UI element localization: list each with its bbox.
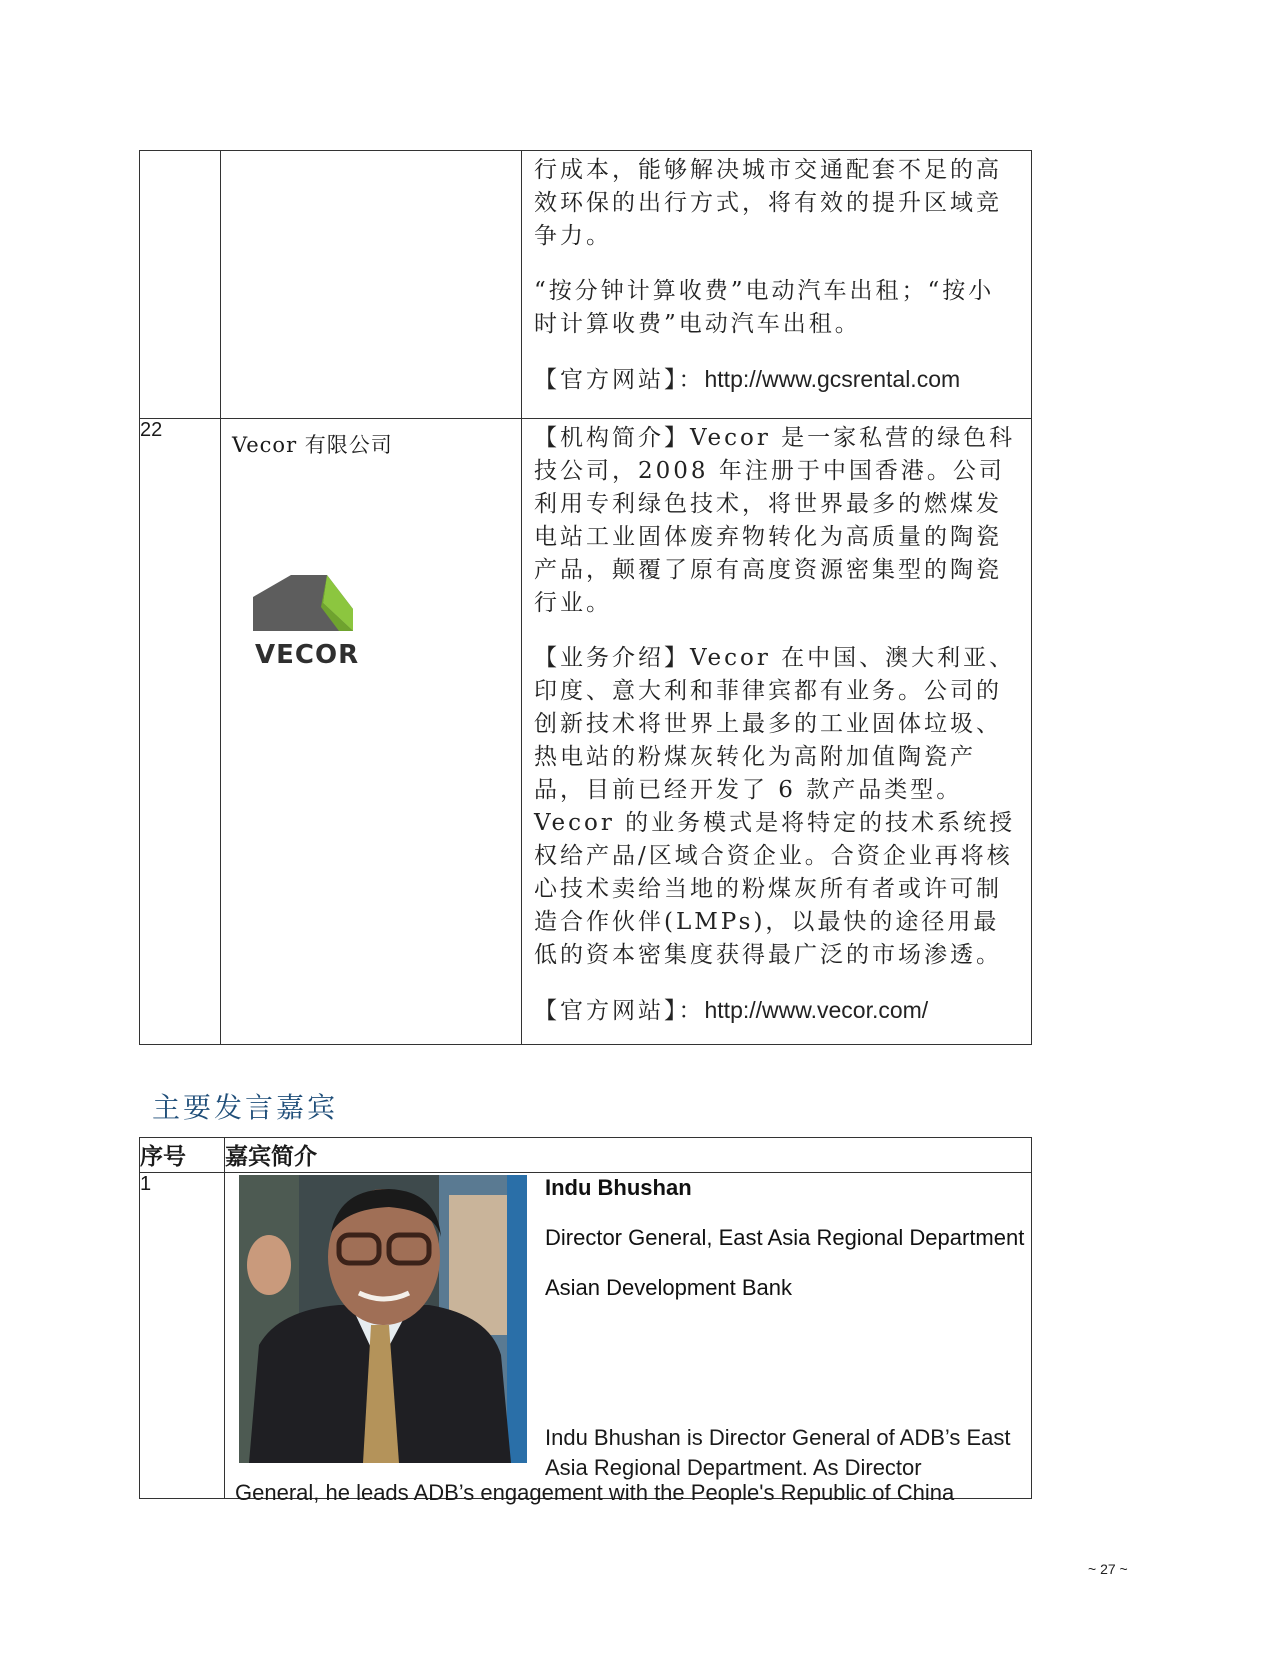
number-cell: [140, 151, 221, 419]
intro-label: 【机构简介】: [534, 425, 690, 451]
table-row: [140, 419, 1032, 1045]
header-number: 序号: [140, 1138, 225, 1173]
website-link[interactable]: http://www.vecor.com/: [704, 997, 929, 1023]
business-text: Vecor 在中国、澳大利亚、印度、意大利和菲律宾都有业务。公司的创新技术将世界上最多的工业固体垃圾、热电站的粉煤灰转化为高附加值陶瓷产品，目前已经开发了 6 款产品类型。Vecor 的业务模式是将特定的技术系统授权给产品/区域合资企业。合资企业再将核心技术卖给当地的粉煤灰所有者或许可制造合作伙伴(LMPs)，以最快的途径用最低的资本密集度获得最广泛的市场渗透。: [534, 645, 1016, 968]
vecor-logo: [251, 575, 361, 671]
organization-table: [139, 150, 1032, 1045]
speaker-organization: Asian Development Bank: [545, 1275, 793, 1300]
description-paragraph: 行成本，能够解决城市交通配套不足的高效环保的出行方式，将有效的提升区域竞争力。: [534, 157, 1002, 249]
row-number: 22: [140, 419, 221, 1045]
logo-text: VECOR: [255, 640, 360, 670]
speaker-title: Director General, East Asia Regional Department: [545, 1225, 1025, 1250]
speaker-bio: Indu Bhushan is Director General of ADB’s East Asia Regional Department. As Director: [545, 1425, 1011, 1480]
website-line: [534, 994, 1019, 1028]
table-row: [140, 151, 1032, 419]
vecor-logo-icon: [251, 575, 361, 671]
table-header-row: [140, 1138, 1032, 1173]
speaker-cell: [225, 1173, 1032, 1505]
speaker-bio-continued: General, he leads ADB’s engagement with the People's Republic of China: [235, 1480, 955, 1505]
table-row: [140, 1173, 1032, 1499]
description-cell: [522, 419, 1032, 1045]
row-number: 1: [140, 1173, 225, 1499]
org-name-cell: [221, 151, 522, 419]
website-label: 【官方网站】：: [534, 367, 705, 393]
speaker-name: Indu Bhushan: [545, 1175, 692, 1200]
description-cell: [522, 151, 1032, 419]
page-number: ~ 27 ~: [1088, 1561, 1128, 1577]
description-paragraph: “按分钟计算收费”电动汽车出租；“按小时计算收费”电动汽车出租。: [534, 278, 995, 337]
business-paragraph: [534, 642, 1019, 972]
speaker-table: [139, 1137, 1032, 1505]
business-label: 【业务介绍】: [534, 645, 690, 671]
header-intro: 嘉宾简介: [225, 1138, 1032, 1173]
speaker-portrait-icon: [239, 1175, 527, 1463]
intro-paragraph: [534, 422, 1019, 620]
speaker-photo: [239, 1175, 527, 1463]
org-name-cell: [221, 419, 522, 1045]
intro-text: Vecor 是一家私营的绿色科技公司，2008 年注册于中国香港。公司利用专利绿色技术，将世界最多的燃煤发电站工业固体废弃物转化为高质量的陶瓷产品，颠覆了原有高度资源密集型的陶瓷行业。: [534, 425, 1016, 616]
website-line: [534, 363, 1019, 397]
website-label: 【官方网站】：: [534, 998, 705, 1024]
speaker-details: [545, 1173, 1025, 1303]
website-link[interactable]: http://www.gcsrental.com: [704, 366, 961, 392]
section-title: 主要发言嘉宾: [152, 1091, 339, 1124]
org-name: Vecor 有限公司: [232, 433, 393, 457]
